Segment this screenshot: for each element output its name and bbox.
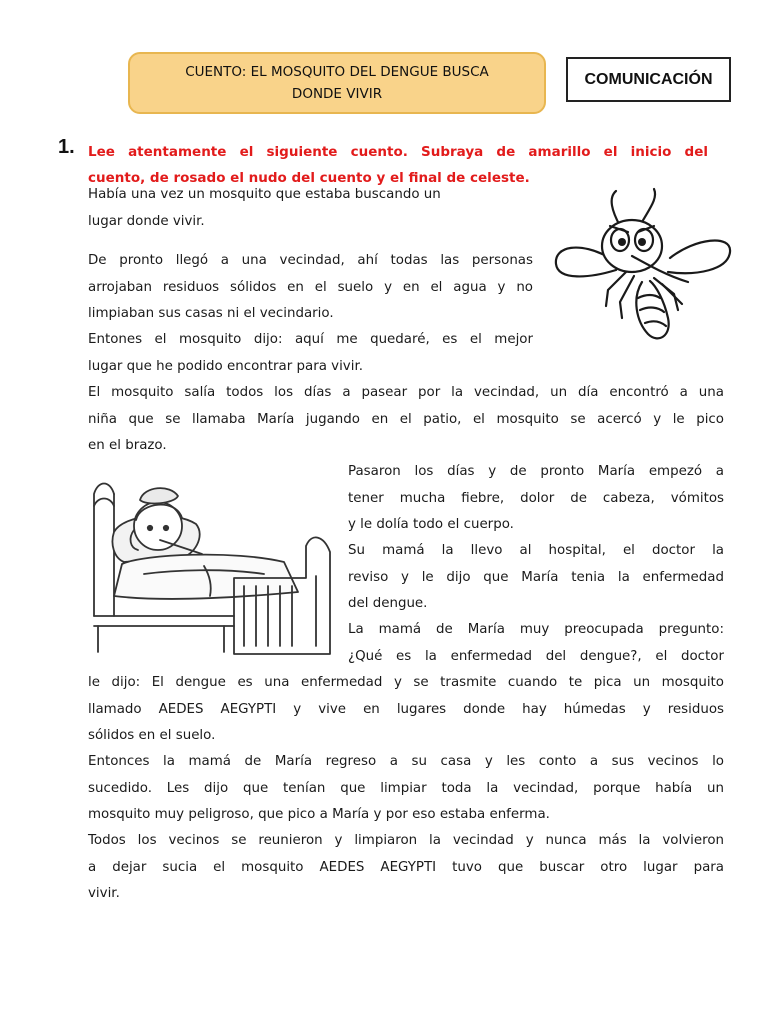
story-paragraph-8	[88, 670, 724, 750]
sick-girl-in-bed-icon	[84, 466, 336, 662]
story-line: sucedido. Les dijo que tenían que limpiar toda la vecindad, porque había un	[88, 780, 724, 796]
story-line: El mosquito salía todos los días a pasear por la vecindad, un día encontró a una	[88, 385, 724, 400]
story-line: a dejar sucia el mosquito AEDES AEGYPTI tuvo que buscar otro lugar para	[88, 859, 724, 875]
story-line: tener mucha fiebre, dolor de cabeza, vómitos	[348, 490, 724, 506]
story-line: mosquito muy peligroso, que pico a María y por eso estaba enferma.	[88, 807, 550, 822]
instruction-line: Lee atentamente el siguiente cuento. Subraya de amarillo el inicio del	[88, 144, 708, 160]
subject-label: COMUNICACIÓN	[584, 70, 713, 88]
story-line: vivir.	[88, 886, 120, 901]
story-paragraph-3	[88, 327, 533, 380]
story-line: La mamá de María muy preocupada pregunto:	[348, 622, 724, 637]
story-line: en el brazo.	[88, 438, 167, 453]
story-line: Pasaron los días y de pronto María empezó a	[348, 464, 724, 479]
story-line: lugar que he podido encontrar para vivir.	[88, 358, 363, 374]
story-paragraph-7	[348, 617, 724, 670]
story-line: llamado AEDES AEGYPTI y vive en lugares donde hay húmedas y residuos	[88, 701, 724, 717]
question-number: 1.	[58, 136, 75, 158]
story-line: Su mamá la llevo al hospital, el doctor la	[348, 543, 724, 558]
story-paragraph-4	[88, 380, 724, 460]
story-line: Había una vez un mosquito que estaba buscando un	[88, 187, 441, 202]
story-title-line-1: CUENTO: EL MOSQUITO DEL DENGUE BUSCA	[185, 64, 489, 80]
story-line: le dijo: El dengue es una enfermedad y se trasmite cuando te pica un mosquito	[88, 675, 724, 690]
story-title-box	[128, 52, 546, 114]
story-line: ¿Qué es la enfermedad del dengue?, el doctor	[348, 648, 724, 664]
story-line: Entonces la mamá de María regreso a su casa y les conto a sus vecinos lo	[88, 754, 724, 769]
subject-box	[566, 57, 731, 102]
story-line: sólidos en el suelo.	[88, 728, 216, 743]
story-line: De pronto llegó a una vecindad, ahí todas las personas	[88, 253, 533, 268]
story-paragraph-2	[88, 248, 533, 328]
story-paragraph-5	[348, 459, 724, 539]
story-line: Entones el mosquito dijo: aquí me quedaré, es el mejor	[88, 332, 533, 347]
story-line: niña que se llamaba María jugando en el patio, el mosquito se acercó y le pico	[88, 411, 724, 427]
story-paragraph-1	[88, 182, 441, 235]
story-paragraph-6	[348, 538, 724, 618]
story-line: y le dolía todo el cuerpo.	[348, 517, 514, 532]
story-line: reviso y le dijo que María tenia la enfermedad	[348, 569, 724, 585]
story-line: limpiaban sus casas ni el vecindario.	[88, 306, 334, 321]
story-paragraph-9	[88, 749, 724, 829]
story-paragraph-10	[88, 828, 724, 908]
story-line: Todos los vecinos se reunieron y limpiaron la vecindad y nunca más la volvieron	[88, 833, 724, 848]
story-line: lugar donde vivir.	[88, 213, 205, 229]
mosquito-cartoon-icon	[550, 186, 735, 356]
story-line: arrojaban residuos sólidos en el suelo y en el agua y no	[88, 279, 533, 295]
story-line: del dengue.	[348, 596, 428, 611]
instruction-line: cuento, de rosado el nudo del cuento y el final de celeste.	[88, 170, 530, 186]
story-title-line-2: DONDE VIVIR	[291, 86, 383, 102]
